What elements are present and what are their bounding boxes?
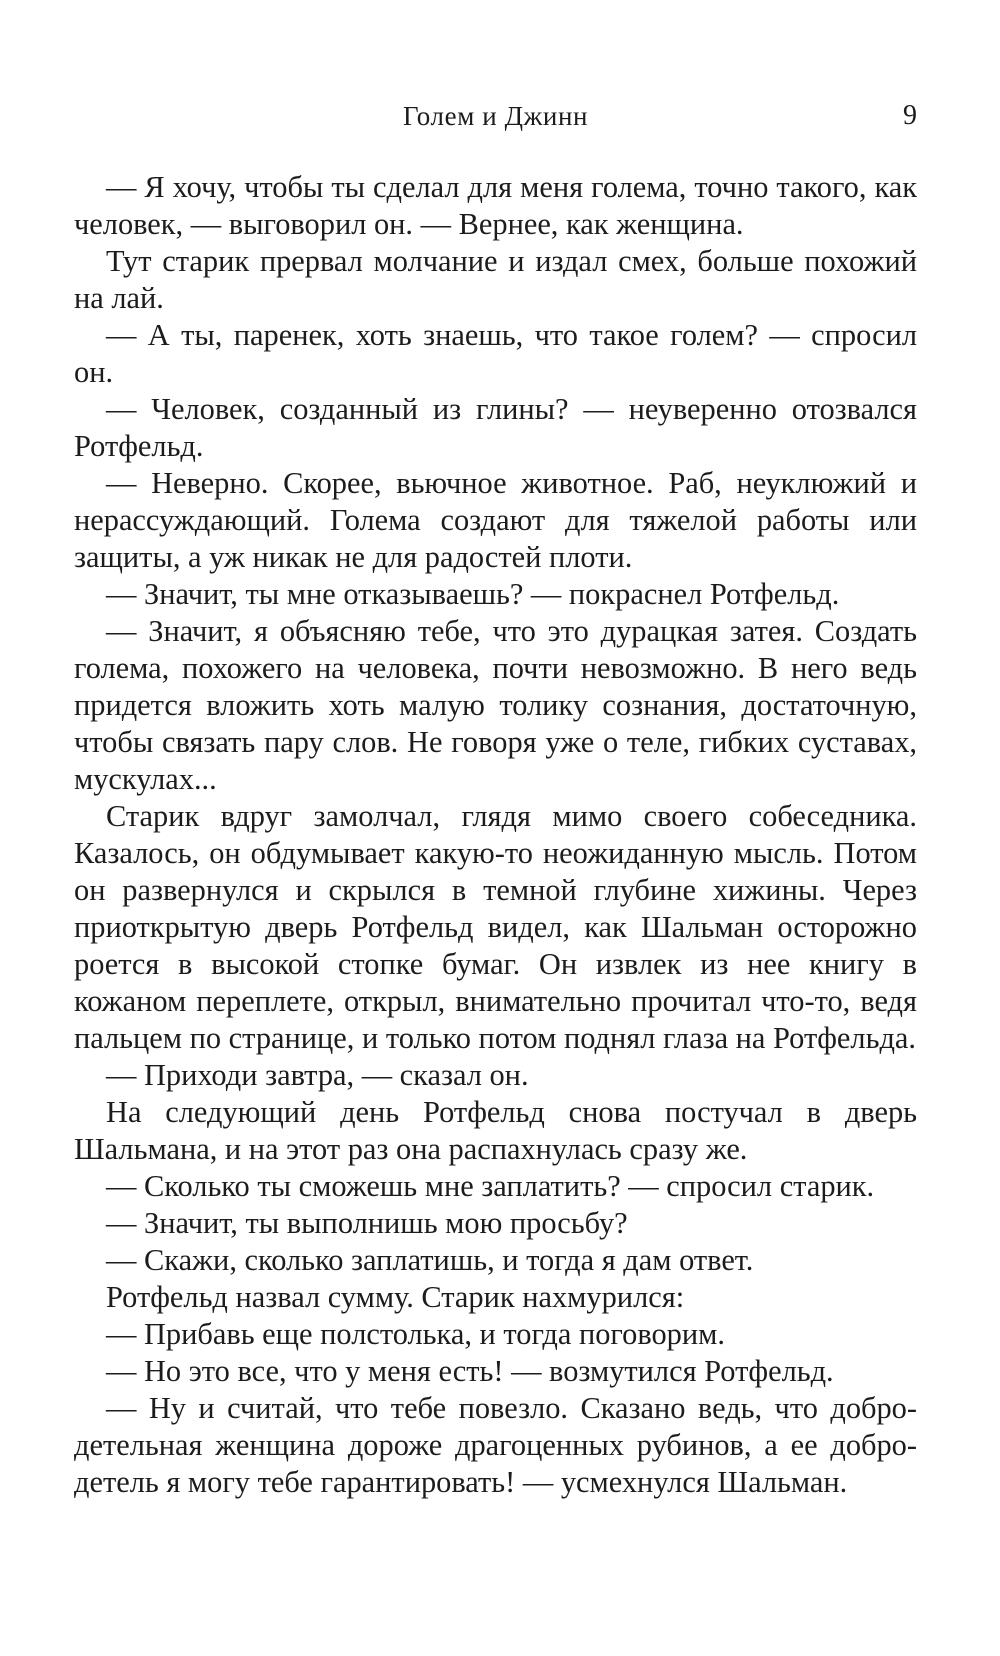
paragraph: — Но это все, что у меня есть! — возмутился Ротфельд. — [106, 1354, 834, 1388]
paragraph: — Человек, созданный из глины? — неуверенно отозвался Ротфельд. — [74, 392, 917, 463]
page-number: 9 — [903, 100, 917, 131]
paragraph: — Значит, я объясняю тебе, что это дурацкая затея. Создать голема, похожего на человека, почти невозможно. В него ведь придется вложить хоть малую толику сознания, достаточную, чтобы связать пару слов. Не говоря уже о теле, гибких суставах, мускулах... — [74, 614, 917, 796]
paragraph: — Ну и считай, что тебе повезло. Сказано ведь, что добродетельная женщина дороже драгоценных рубинов, а ее добродетель я могу тебе гарантировать! — усмехнулся Шальман. — [74, 1391, 917, 1499]
paragraph: — Я хочу, чтобы ты сделал для меня голема, точно такого, как человек, — выговорил он. — Вернее, как женщина. — [74, 170, 917, 241]
paragraph: — Значит, ты выполнишь мою просьбу? — [106, 1206, 628, 1240]
body-text — [74, 169, 917, 1501]
paragraph: — Неверно. Скорее, вьючное животное. Раб, неуклюжий и нерассуждающий. Голема создают для тяжелой работы или защиты, а уж никак не для радостей плоти. — [74, 466, 917, 574]
paragraph: — Значит, ты мне отказываешь? — покраснел Ротфельд. — [106, 577, 840, 611]
paragraph: — А ты, паренек, хоть знаешь, что такое голем? — спросил он. — [74, 318, 917, 389]
running-head — [74, 96, 917, 136]
paragraph: — Сколько ты сможешь мне заплатить? — спросил старик. — [106, 1169, 875, 1203]
paragraph: — Прибавь еще полстолька, и тогда поговорим. — [106, 1317, 725, 1351]
book-title: Голем и Джинн — [402, 101, 589, 131]
paragraph: Тут старик прервал молчание и издал смех, больше похожий на лай. — [74, 244, 917, 315]
paragraph: — Приходи завтра, — сказал он. — [106, 1058, 529, 1092]
paragraph: На следующий день Ротфельд снова постучал в дверь Шальмана, и на этот раз она распахнулась сразу же. — [74, 1095, 917, 1166]
paragraph: Ротфельд назвал сумму. Старик нахмурился: — [106, 1280, 685, 1314]
paragraph: Старик вдруг замолчал, глядя мимо своего собеседника. Казалось, он обдумывает какую-то неожиданную мысль. Потом он развернулся и скрылся в темной глубине хижины. Через приоткрытую дверь Ротфельд видел, как Шальман осторожно роется в высокой стопке бумаг. Он извлек из нее книгу в кожаном переплете, открыл, внимательно прочитал что-то, ведя пальцем по странице, и только потом поднял глаза на Ротфельда. — [74, 799, 917, 1055]
paragraph: — Скажи, сколько заплатишь, и тогда я дам ответ. — [106, 1243, 754, 1277]
